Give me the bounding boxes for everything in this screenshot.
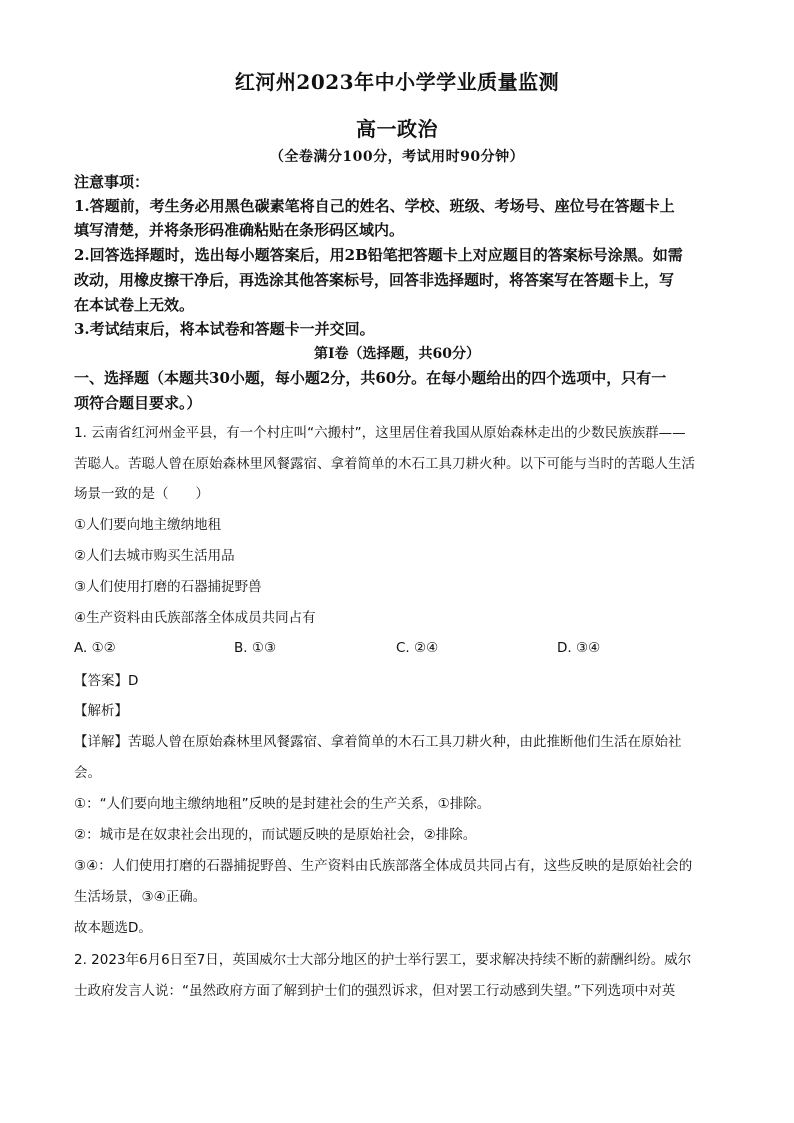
notice-line: 填写清楚，并将条形码准确粘贴在条形码区域内。	[74, 221, 405, 239]
q1-stem-line: 场景一致的是（ ）	[74, 486, 209, 502]
q1-analysis-line: 【详解】苦聪人曾在原始森林里风餐露宿、拿着简单的木石工具刀耕火种，由此推断他们生活在原始社	[74, 734, 682, 750]
q1-analysis-label: 【解析】	[74, 703, 128, 719]
notice-line: 3.考试结束后，将本试卷和答题卡一并交回。	[74, 320, 375, 338]
q2-stem-line: 2. 2023年6月6日至7日，英国威尔士大部分地区的护士举行罢工，要求解决持续不断的薪酬纠纷。威尔	[74, 952, 692, 968]
q1-stem-line: 1. 云南省红河州金平县，有一个村庄叫“六搬村”，这里居住着我国从原始森林走出的少数民族族群——	[74, 425, 686, 441]
exam-title: 红河州2023年中小学学业质量监测	[234, 70, 560, 94]
q1-item: ①人们要向地主缴纳地租	[74, 517, 222, 533]
q1-analysis-line: ①：“人们要向地主缴纳地租”反映的是封建社会的生产关系，①排除。	[74, 796, 491, 812]
q1-stem-line: 苦聪人。苦聪人曾在原始森林里风餐露宿、拿着简单的木石工具刀耕火种。以下可能与当时的苦聪人生活	[74, 456, 695, 472]
q2-stem-line: 士政府发言人说：“虽然政府方面了解到护士们的强烈诉求，但对罢工行动感到失望。”下列选项中对英	[74, 983, 676, 999]
q1-analysis-line: 生活场景，③④正确。	[74, 889, 207, 905]
q1-option-a: A. ①②	[74, 640, 116, 656]
subject-title: 高一政治	[356, 117, 438, 141]
score-note: （全卷满分100分，考试用时90分钟）	[269, 149, 525, 165]
volume-title: 第Ⅰ卷（选择题，共60分）	[313, 346, 481, 362]
q1-analysis-line: 会。	[74, 765, 101, 781]
notice-heading: 注意事项：	[74, 173, 150, 191]
part-heading-line: 项符合题目要求。）	[74, 394, 202, 412]
q1-option-d: D. ③④	[557, 640, 601, 656]
q1-analysis-line: ③④：人们使用打磨的石器捕捉野兽、生产资料由氏族部落全体成员共同占有，这些反映的是原始社会的	[74, 858, 693, 874]
q1-item: ②人们去城市购买生活用品	[74, 548, 235, 564]
notice-line: 1.答题前，考生务必用黑色碳素笔将自己的姓名、学校、班级、考场号、座位号在答题卡上	[74, 197, 675, 215]
q1-answer: 【答案】D	[74, 673, 139, 689]
q1-analysis-line: 故本题选D。	[74, 920, 152, 936]
q1-analysis-line: ②：城市是在奴隶社会出现的，而试题反映的是原始社会，②排除。	[74, 827, 477, 843]
q1-option-c: C. ②④	[396, 640, 439, 656]
notice-line: 在本试卷上无效。	[74, 296, 195, 314]
part-heading-line: 一、选择题（本题共30小题，每小题2分，共60分。在每小题给出的四个选项中，只有一	[74, 369, 667, 387]
q1-item: ④生产资料由氏族部落全体成员共同占有	[74, 610, 316, 626]
q1-item: ③人们使用打磨的石器捕捉野兽	[74, 579, 262, 595]
q1-option-b: B. ①③	[234, 640, 277, 656]
notice-line: 2.回答选择题时，选出每小题答案后，用2B铅笔把答题卡上对应题目的答案标号涂黑。如需	[74, 246, 683, 264]
notice-line: 改动，用橡皮擦干净后，再选涂其他答案标号，回答非选择题时，将答案写在答题卡上，写	[74, 271, 675, 289]
